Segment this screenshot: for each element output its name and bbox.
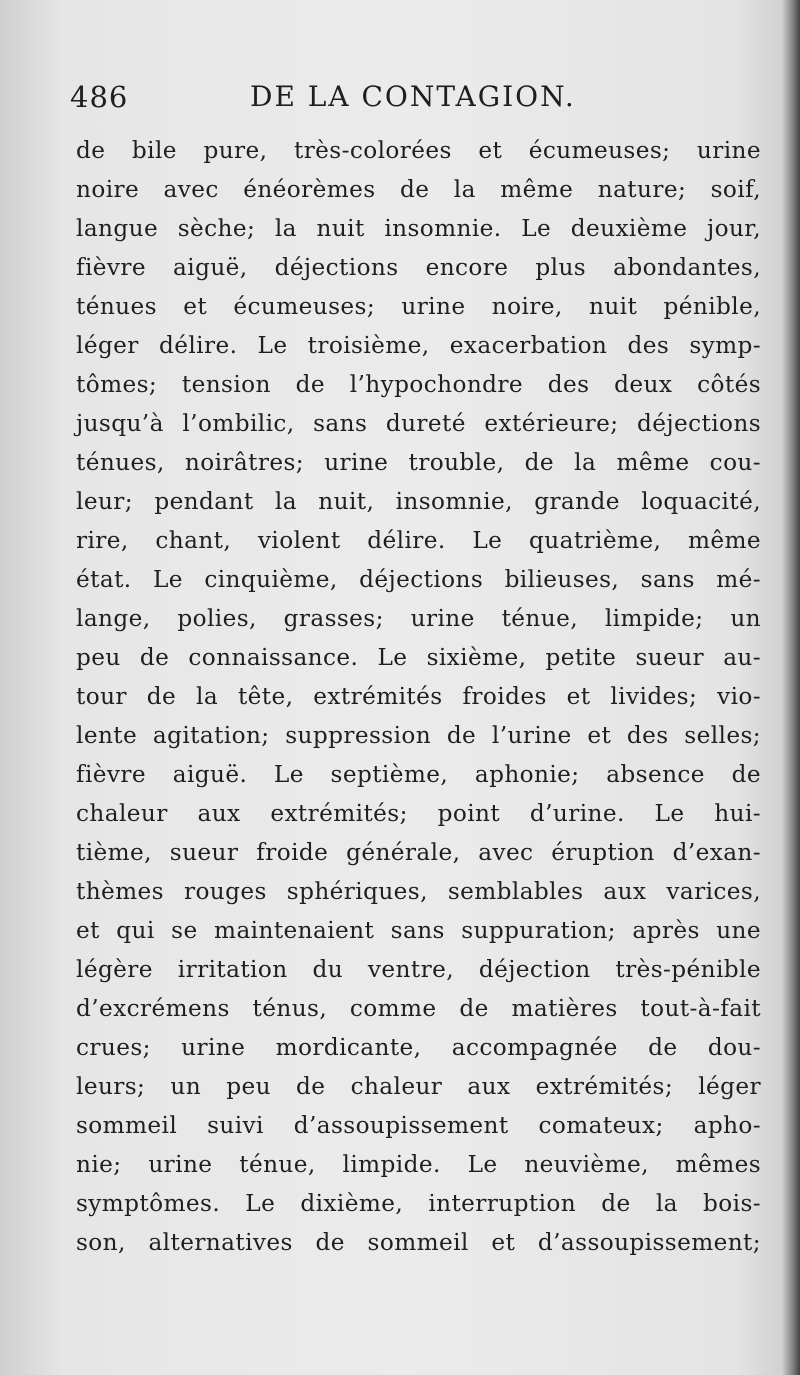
page-shadow-edge [782, 0, 800, 1375]
text-line: jusqu’à l’ombilic, sans dureté extérieure; déjections [76, 410, 761, 437]
text-line: rire, chant, violent délire. Le quatrième, même [76, 527, 761, 554]
text-line: son, alternatives de sommeil et d’assoupissement; [76, 1229, 761, 1256]
text-line: et qui se maintenaient sans suppuration; après une [76, 917, 761, 944]
text-line: noire avec énéorèmes de la même nature; soif, [76, 176, 761, 203]
text-line: tômes; tension de l’hypochondre des deux côtés [76, 371, 761, 398]
body-text [76, 131, 761, 1262]
text-line: lente agitation; suppression de l’urine et des selles; [76, 722, 761, 749]
text-line: fièvre aiguë, déjections encore plus abondantes, [76, 254, 761, 281]
text-line: de bile pure, très-colorées et écumeuses; urine [76, 137, 761, 164]
text-line: ténues, noirâtres; urine trouble, de la même cou- [76, 449, 761, 476]
text-line: thèmes rouges sphériques, semblables aux varices, [76, 878, 761, 905]
text-line: tour de la tête, extrémités froides et livides; vio- [76, 683, 761, 710]
text-line: légère irritation du ventre, déjection très-pénible [76, 956, 761, 983]
text-line: état. Le cinquième, déjections bilieuses, sans mé- [76, 566, 761, 593]
text-line: lange, polies, grasses; urine ténue, limpide; un [76, 605, 761, 632]
text-line: léger délire. Le troisième, exacerbation des symp- [76, 332, 761, 359]
page-header [70, 80, 750, 120]
text-line: tième, sueur froide générale, avec éruption d’exan- [76, 839, 761, 866]
text-line: sommeil suivi d’assoupissement comateux; apho- [76, 1112, 761, 1139]
text-line: fièvre aiguë. Le septième, aphonie; absence de [76, 761, 761, 788]
page-number: 486 [70, 80, 129, 114]
text-line: symptômes. Le dixième, interruption de la bois- [76, 1190, 761, 1217]
text-line: peu de connaissance. Le sixième, petite sueur au- [76, 644, 761, 671]
running-head: DE LA CONTAGION. [250, 80, 576, 113]
text-line: nie; urine ténue, limpide. Le neuvième, mêmes [76, 1151, 761, 1178]
text-line: chaleur aux extrémités; point d’urine. Le hui- [76, 800, 761, 827]
text-line: leurs; un peu de chaleur aux extrémités; léger [76, 1073, 761, 1100]
text-line: langue sèche; la nuit insomnie. Le deuxième jour, [76, 215, 761, 242]
text-line: crues; urine mordicante, accompagnée de dou- [76, 1034, 761, 1061]
text-line: ténues et écumeuses; urine noire, nuit pénible, [76, 293, 761, 320]
text-line: leur; pendant la nuit, insomnie, grande loquacité, [76, 488, 761, 515]
text-line: d’excrémens ténus, comme de matières tout-à-fait [76, 995, 761, 1022]
